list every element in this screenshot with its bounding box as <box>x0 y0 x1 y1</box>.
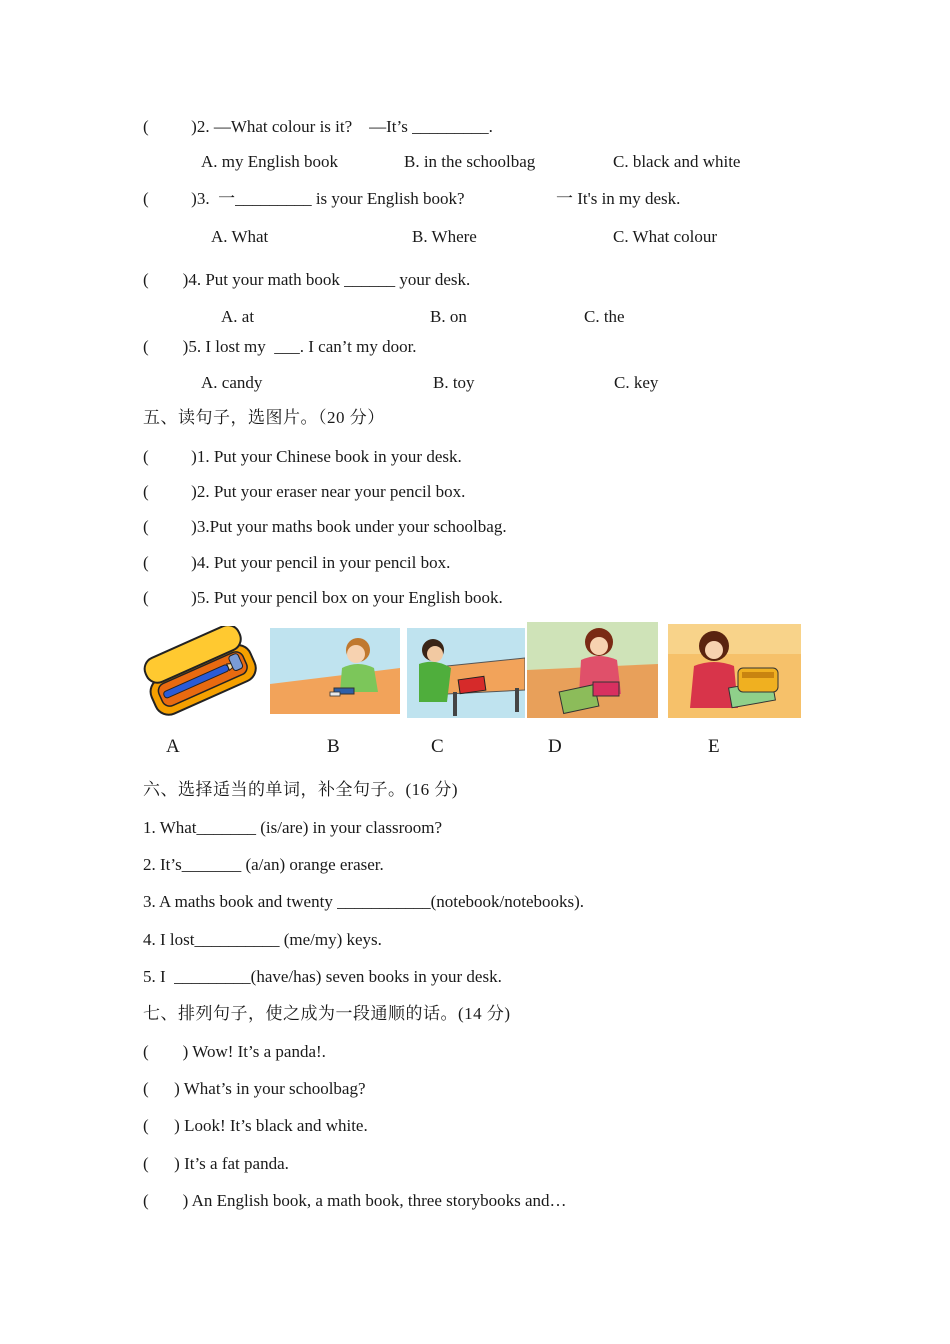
question-2-stem: ( )2. —What colour is it? —It’s _________. <box>143 117 493 136</box>
question-3-option-b: B. Where <box>412 227 477 246</box>
picture-e-girl-pencilbox <box>668 624 801 718</box>
question-4-stem: ( )4. Put your math book ______ your desk. <box>143 270 471 289</box>
section-5-item-5: ( )5. Put your pencil box on your English book. <box>143 588 503 607</box>
section-5-item-1: ( )1. Put your Chinese book in your desk. <box>143 447 462 466</box>
section-6-item-4: 4. I lost__________ (me/my) keys. <box>143 930 382 949</box>
question-5-option-c: C. key <box>614 373 659 392</box>
section-5-item-3: ( )3.Put your maths book under your schoolbag. <box>143 517 507 536</box>
question-4-option-c: C. the <box>584 307 625 326</box>
picture-label-c: C <box>431 736 444 757</box>
section-5-heading: 五、读句子，选图片。（20 分） <box>143 408 385 427</box>
picture-label-b: B <box>327 736 340 757</box>
section-5-item-2: ( )2. Put your eraser near your pencil box. <box>143 482 466 501</box>
section-5-item-4: ( )4. Put your pencil in your pencil box. <box>143 553 451 572</box>
section-6-item-1: 1. What_______ (is/are) in your classroom? <box>143 818 443 837</box>
question-2-option-a: A. my English book <box>201 152 338 171</box>
section-7-item-4: ( ) It’s a fat panda. <box>143 1154 289 1173</box>
question-3-answer: 一 It's in my desk. <box>556 189 681 208</box>
question-5-option-a: A. candy <box>201 373 263 392</box>
question-4-option-a: A. at <box>221 307 255 326</box>
picture-b-girl-eraser <box>270 628 400 714</box>
section-7-item-5: ( ) An English book, a math book, three storybooks and… <box>143 1191 567 1210</box>
question-5-stem: ( )5. I lost my ___. I can’t my door. <box>143 337 417 356</box>
section-7-item-2: ( ) What’s in your schoolbag? <box>143 1079 366 1098</box>
question-2-option-c: C. black and white <box>613 152 741 171</box>
picture-d-girl-schoolbag <box>527 622 658 718</box>
picture-label-d: D <box>548 736 562 757</box>
question-4-option-b: B. on <box>430 307 467 326</box>
section-6-heading: 六、选择适当的单词，补全句子。(16 分) <box>143 780 459 799</box>
section-7-heading: 七、排列句子，使之成为一段通顺的话。(14 分) <box>143 1004 511 1023</box>
question-3-option-a: A. What <box>211 227 269 246</box>
section-7-item-3: ( ) Look! It’s black and white. <box>143 1116 368 1135</box>
picture-label-a: A <box>166 736 180 757</box>
section-7-item-1: ( ) Wow! It’s a panda!. <box>143 1042 326 1061</box>
picture-a-pencil-box <box>140 626 258 720</box>
question-3-stem: ( )3. 一_________ is your English book? <box>143 189 465 208</box>
section-6-item-5: 5. I _________(have/has) seven books in your desk. <box>143 967 502 986</box>
section-6-item-2: 2. It’s_______ (a/an) orange eraser. <box>143 855 384 874</box>
section-6-item-3: 3. A maths book and twenty ___________(notebook/notebooks). <box>143 892 585 911</box>
picture-label-e: E <box>708 736 720 757</box>
question-2-option-b: B. in the schoolbag <box>404 152 536 171</box>
question-3-option-c: C. What colour <box>613 227 718 246</box>
picture-c-boy-desk <box>407 628 525 718</box>
question-5-option-b: B. toy <box>433 373 475 392</box>
